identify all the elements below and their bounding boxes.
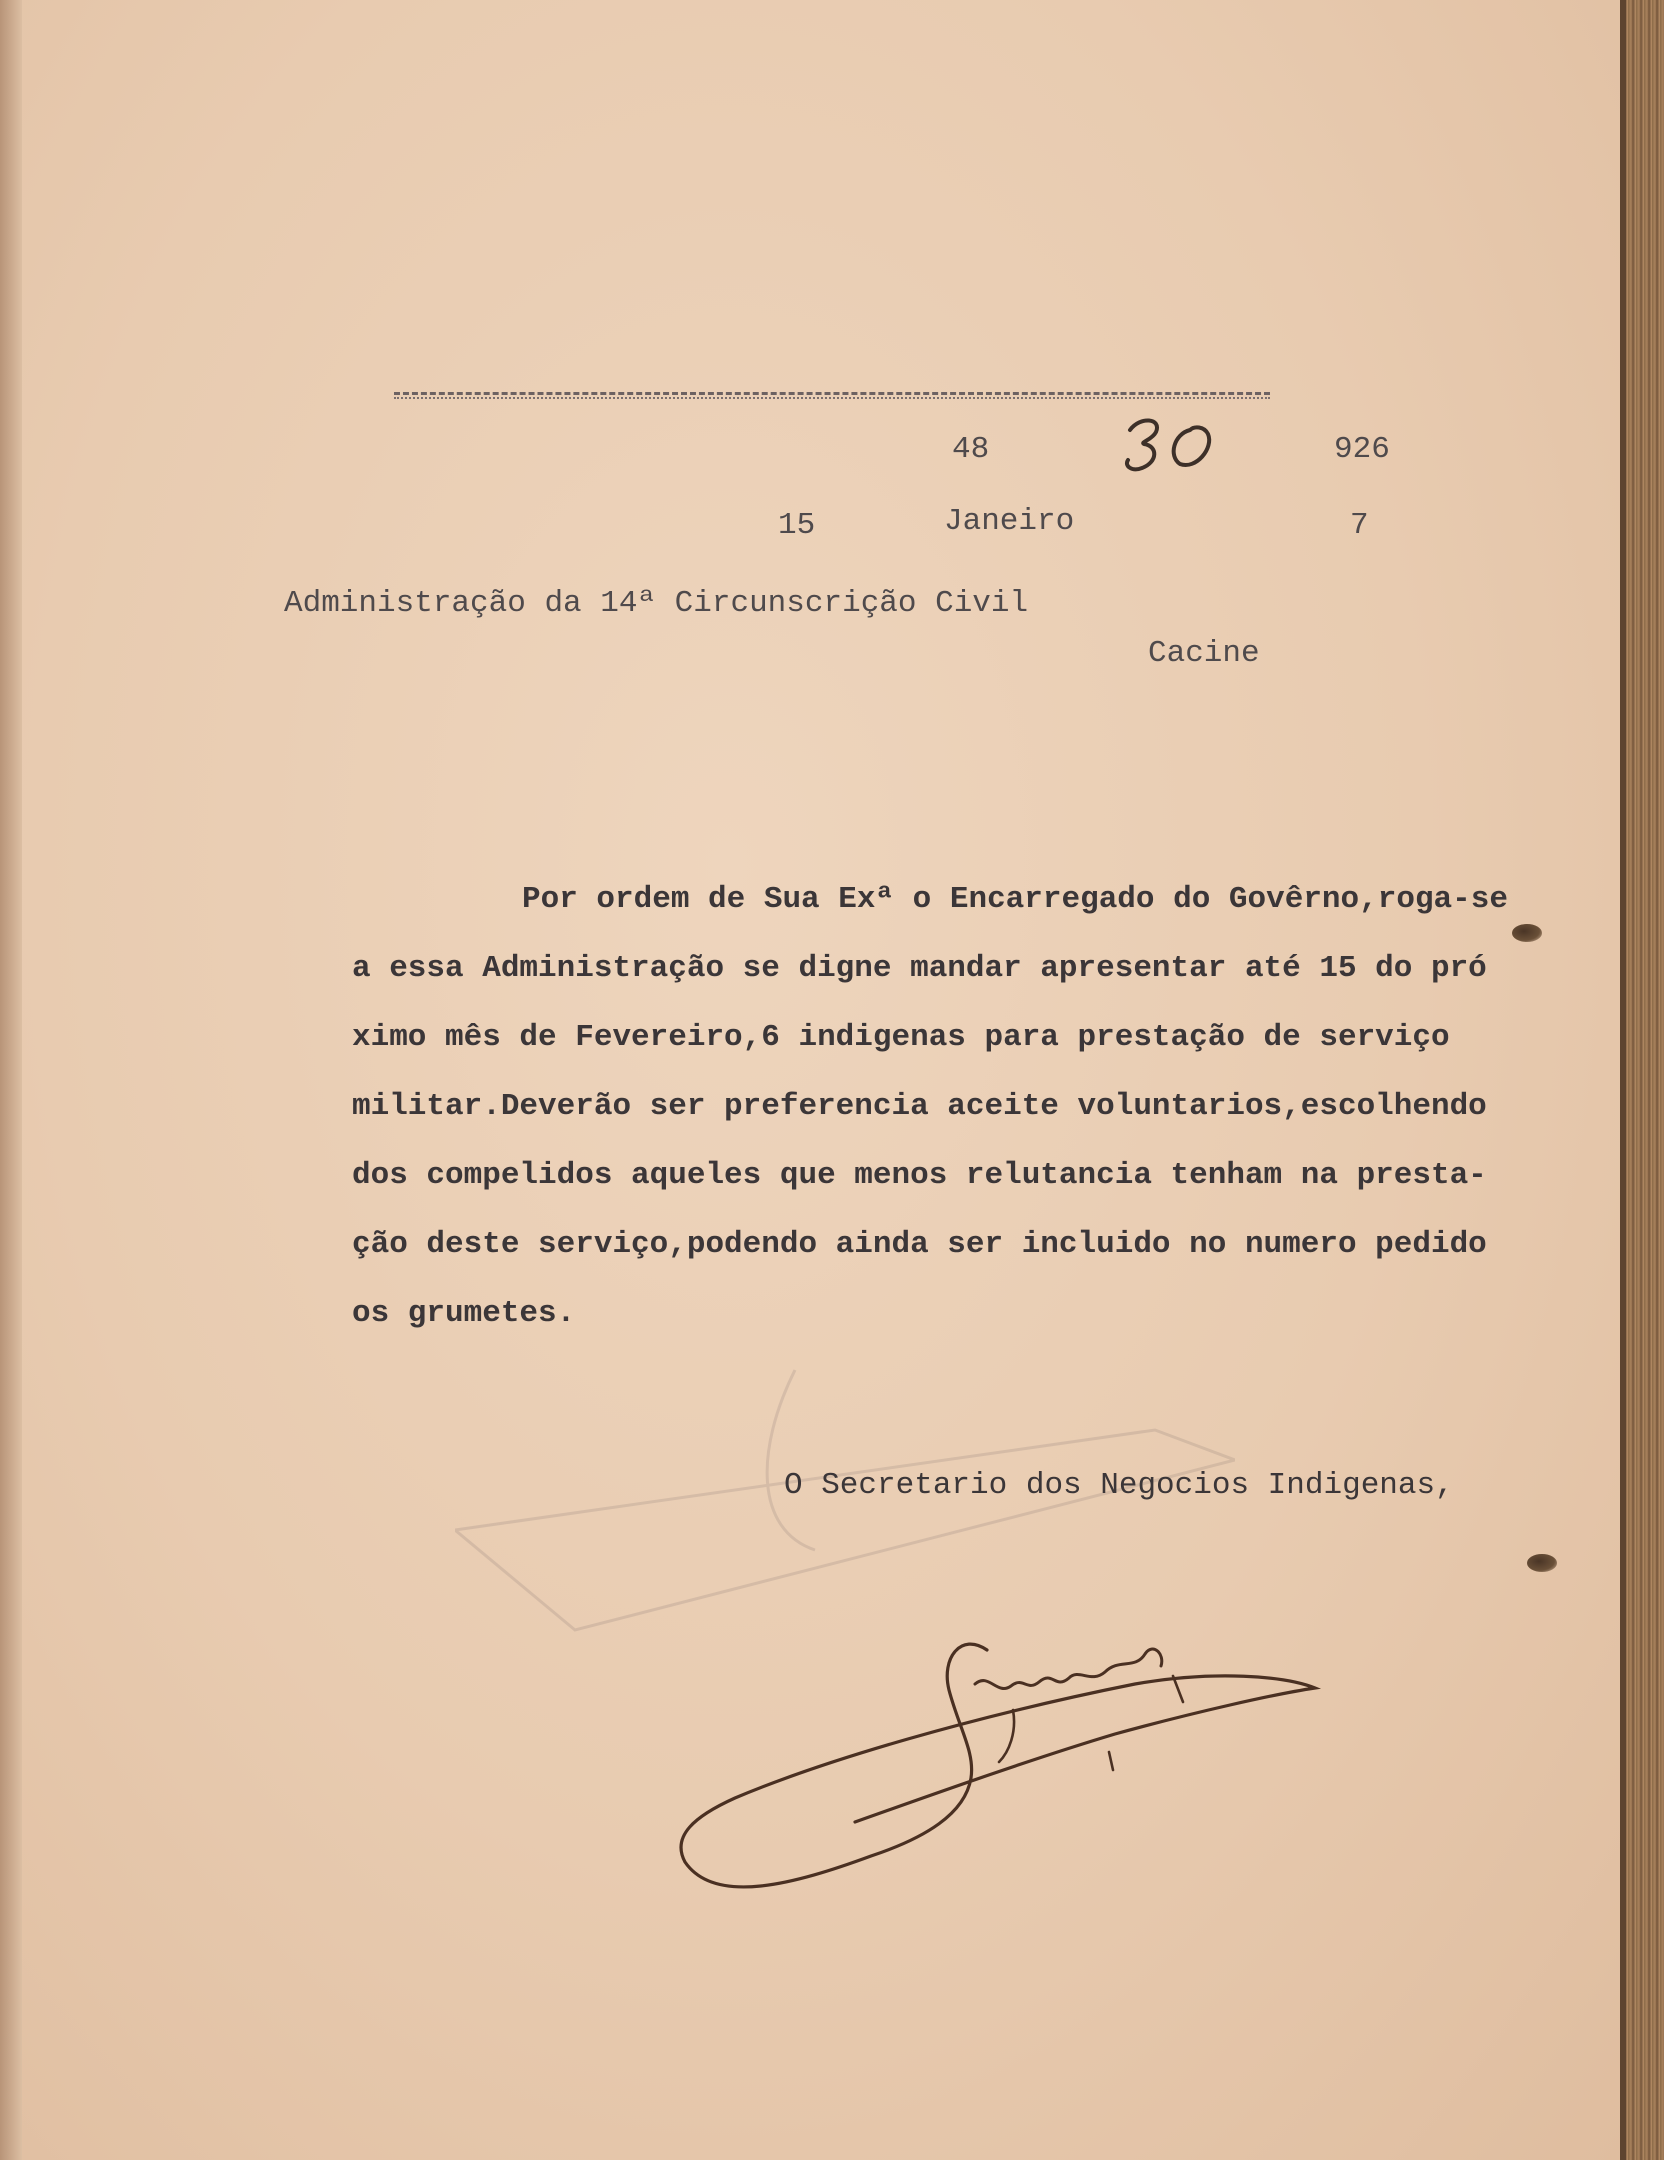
book-page-edges	[1620, 0, 1664, 2160]
body-line: ximo mês de Fevereiro,6 indigenas para prestação de serviço	[352, 1020, 1450, 1055]
addressee: Administração da 14ª Circunscrição Civil	[284, 586, 1029, 621]
document-number: 48	[952, 432, 990, 467]
body-line: ção deste serviço,podendo ainda ser incluido no numero pedido	[352, 1227, 1487, 1262]
header-rule	[394, 392, 1270, 399]
closing-title: O Secretario dos Negocios Indigenas,	[784, 1468, 1454, 1503]
punch-hole-upper	[1512, 924, 1542, 942]
location: Cacine	[1148, 636, 1260, 671]
document-day: 15	[778, 508, 816, 543]
body-line: Por ordem de Sua Exª o Encarregado do Govêrno,roga-se	[522, 882, 1508, 917]
handwritten-day-number	[1118, 408, 1238, 478]
body-line: militar.Deverão ser preferencia aceite voluntarios,escolhendo	[352, 1089, 1487, 1124]
document-year: 926	[1334, 432, 1390, 467]
body-line: os grumetes.	[352, 1296, 576, 1331]
punch-hole-lower	[1527, 1554, 1557, 1572]
document-month: Janeiro	[944, 504, 1075, 539]
signature	[675, 1592, 1335, 1932]
body-line: a essa Administração se digne mandar apresentar até 15 do pró	[352, 951, 1487, 986]
page-edge-shadow	[1620, 0, 1626, 2160]
body-line: dos compelidos aqueles que menos relutancia tenham na presta-	[352, 1158, 1487, 1193]
binding-shadow	[0, 0, 22, 2160]
document-mark: 7	[1350, 508, 1369, 543]
